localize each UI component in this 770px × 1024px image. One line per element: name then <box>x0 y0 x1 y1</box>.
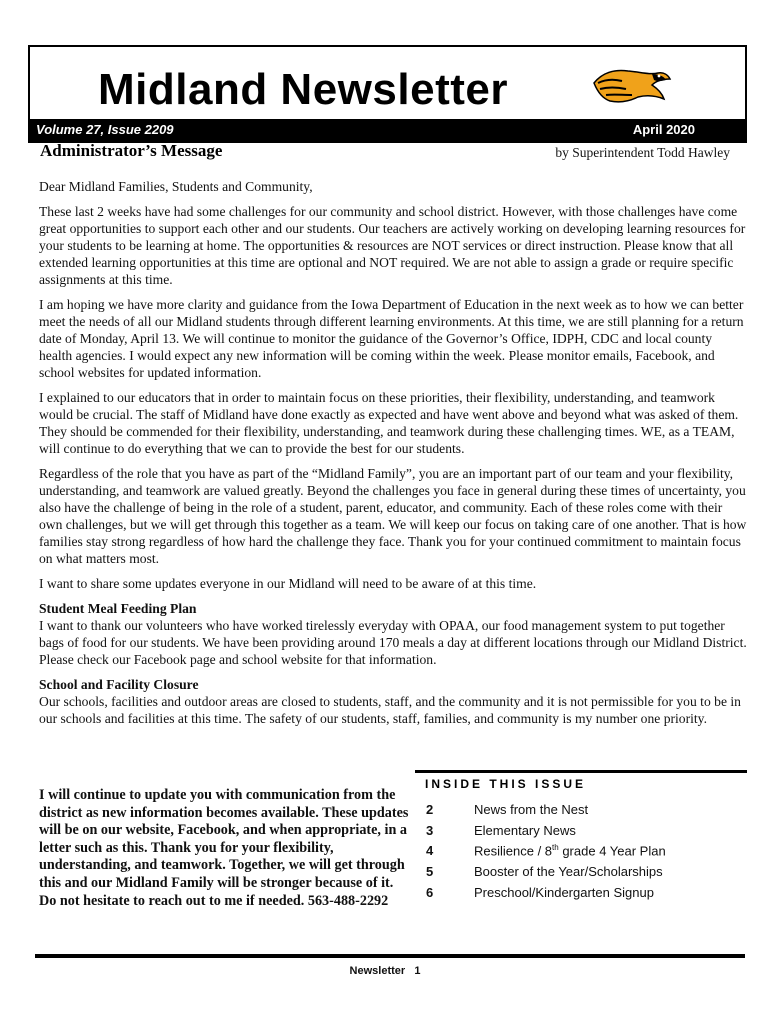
toc-item[interactable] <box>415 820 747 841</box>
toc-label-pre: Resilience / 8 <box>474 843 553 859</box>
toc-label: News from the Nest <box>474 801 589 817</box>
toc-page: 4 <box>426 843 434 859</box>
toc-item[interactable] <box>415 799 747 820</box>
toc-page: 5 <box>426 863 434 879</box>
toc-page: 6 <box>426 884 434 900</box>
paragraph: These last 2 weeks have had some challenges for our community and school district. However, with those challenges have come great opportunities to support each other and our students. Our teachers are actively working on developing learning resources for your students to be learning at home. The opportunities & resources are NOT services or direct instruction. Please know that all extended learning opportunities at this time are optional and NOT required. We are not able to assign a grade or require specific assignments at this time. <box>39 204 746 287</box>
toc-page: 2 <box>426 801 434 817</box>
article-title: Administrator’s Message <box>40 141 223 160</box>
inside-title: INSIDE THIS ISSUE <box>425 777 587 791</box>
closure-text: Our schools, facilities and outdoor areas are closed to students, staff, and the community and it is not permissible for you to be in our schools and facilities at this time. The safety of our students, staff, families, and community is my number one priority. <box>39 694 741 726</box>
toc-item[interactable] <box>415 861 747 882</box>
toc-item[interactable] <box>415 840 747 861</box>
toc-page: 3 <box>426 822 434 838</box>
meal-plan-text: I want to thank our volunteers who have worked tirelessly everyday with OPAA, our food management system to put together bags of food for our students. We have been providing around 170 meals a day at different locations through our Midland District. Please check our Facebook page and school website for that information. <box>39 618 747 667</box>
toc-label-post: grade 4 Year Plan <box>558 843 666 859</box>
meal-plan-heading: Student Meal Feeding Plan <box>39 601 197 616</box>
closure-heading: School and Facility Closure <box>39 677 199 692</box>
issue-date: April 2020 <box>632 122 695 137</box>
page-number: 1 <box>414 965 421 977</box>
paragraph: I explained to our educators that in order to maintain focus on these priorities, their flexibility, understanding, and teamwork would be crucial. The staff of Midland have done exactly as expected and have went above and beyond what was asked of them. They should be commended for their flexibility, understanding, and teamwork during these challenging times. WE, as a TEAM, will continue to do everything that we can to provide the best for our students. <box>39 390 739 456</box>
closing-message: I will continue to update you with communication from the district as new information becomes available. These updates will be on our website, Facebook, and when appropriate, in a letter such as this. Thank you for your flexibility, understanding, and teamwork. Together, we will get through this and our Midland Family will be stronger because of it. Do not hesitate to reach out to me if needed. 563-488-2292 <box>39 787 409 909</box>
issue-bar <box>30 119 745 141</box>
footer-divider <box>35 954 745 958</box>
toc-label-sup: th <box>552 843 559 853</box>
toc-list <box>415 799 747 902</box>
toc-item[interactable] <box>415 882 747 903</box>
toc-label <box>474 843 666 858</box>
footer-label: Newsletter <box>349 965 406 977</box>
volume-issue: Volume 27, Issue 2209 <box>36 122 174 137</box>
toc-label: Elementary News <box>474 822 576 838</box>
toc-label: Preschool/Kindergarten Signup <box>474 884 654 900</box>
article-body <box>39 178 747 735</box>
page-footer <box>0 965 770 977</box>
greeting: Dear Midland Families, Students and Community, <box>39 179 313 194</box>
masthead <box>28 45 747 143</box>
eagle-icon <box>592 65 672 107</box>
paragraph: Regardless of the role that you have as part of the “Midland Family”, you are an important part of our team and your flexibility, understanding, and teamwork are valued greatly. Beyond the challenges you face in general during these times of uncertainty, you also have the challenge of being in the role of a student, parent, educator, and community. Each of these roles come with their own challenges, but we will get through this together as a team. We will keep our focus on taking care of one another. That is how families stay strong regardless of how hard the challenge they face. Thank you for your continued commitment to maintain focus on what matters most. <box>39 466 747 566</box>
paragraph: I want to share some updates everyone in our Midland will need to be aware of at this time. <box>39 576 537 591</box>
paragraph: I am hoping we have more clarity and guidance from the Iowa Department of Education in the next week as to how we can better meet the needs of all our Midland students through different learning environments. At this time, we are still planning for a return date of Monday, April 13. We will continue to monitor the guidance of the Governor’s Office, IDPH, CDC and local county health agencies. I would expect any new information will be coming within the week. Please monitor emails, Facebook, and school websites for updated information. <box>39 297 744 380</box>
article-byline: by Superintendent Todd Hawley <box>555 145 730 160</box>
toc-label: Booster of the Year/Scholarships <box>474 863 663 879</box>
newsletter-title: Midland Newsletter <box>98 65 508 114</box>
inside-this-issue <box>415 770 747 918</box>
